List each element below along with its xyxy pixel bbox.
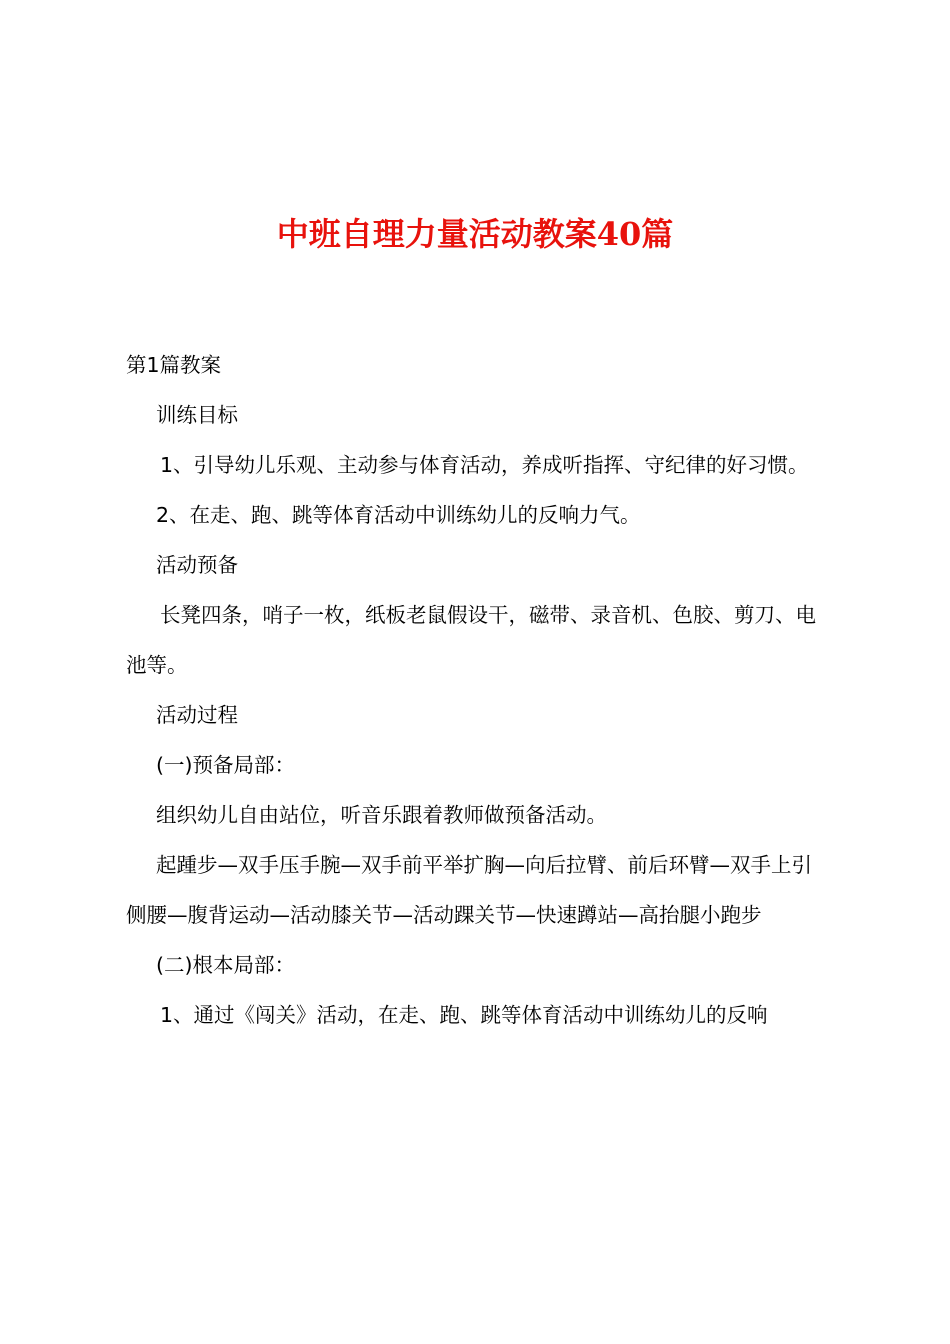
subheading-process: 活动过程 bbox=[156, 703, 238, 727]
subheading-goals: 训练目标 bbox=[156, 403, 238, 427]
paragraph-main-1: 1、通过《闯关》活动，在走、跑、跳等体育活动中训练幼儿的反响 bbox=[160, 1003, 768, 1027]
document-body bbox=[126, 340, 832, 1040]
document-title: 中班自理力量活动教案40篇 bbox=[276, 215, 674, 253]
subheading-main-part: (二)根本局部： bbox=[156, 953, 295, 977]
paragraph-warmup: 组织幼儿自由站位，听音乐跟着教师做预备活动。 bbox=[156, 803, 607, 827]
section-heading: 第1篇教案 bbox=[126, 353, 222, 377]
subheading-warmup: (一)预备局部： bbox=[156, 753, 295, 777]
paragraph-goal-1: 1、引导幼儿乐观、主动参与体育活动，养成听指挥、守纪律的好习惯。 bbox=[160, 453, 809, 477]
paragraph-materials: 长凳四条，哨子一枚，纸板老鼠假设干，磁带、录音机、色胶、剪刀、电池等。 bbox=[126, 603, 816, 677]
subheading-preparation: 活动预备 bbox=[156, 553, 238, 577]
paragraph-goal-2: 2、在走、跑、跳等体育活动中训练幼儿的反响力气。 bbox=[156, 503, 641, 527]
paragraph-exercises: 起踵步—双手压手腕—双手前平举扩胸—向后拉臂、前后环臂—双手上引侧腰—腹背运动—活动膝关节—活动踝关节—快速蹲站—高抬腿小跑步 bbox=[126, 853, 812, 927]
